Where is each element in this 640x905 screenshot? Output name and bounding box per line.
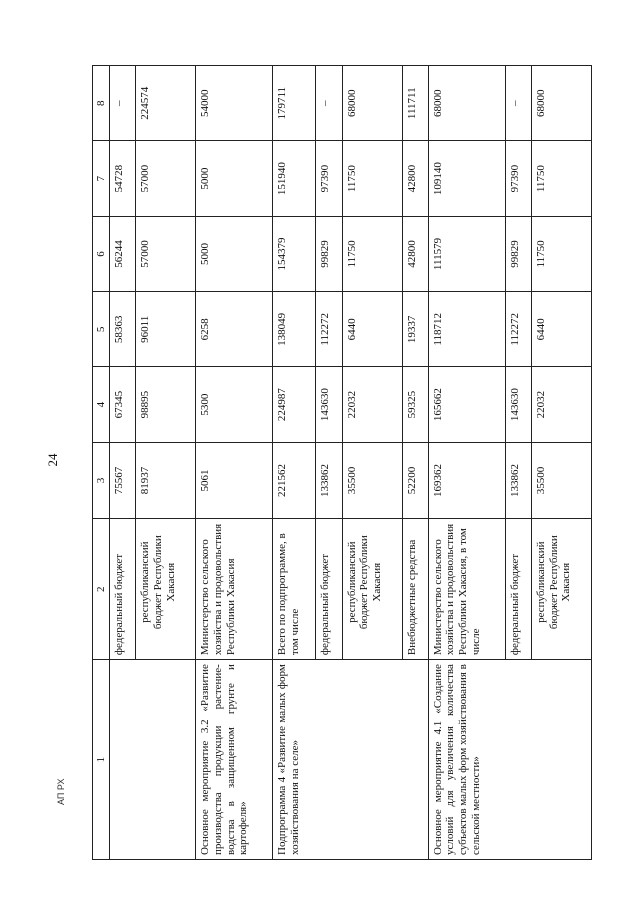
amount-cell: 68000 — [428, 66, 505, 141]
table-row — [428, 66, 505, 860]
amount-cell: 5000 — [196, 216, 273, 291]
funding-source-cell: республиканский бюджет Республики Хакасия — [342, 519, 402, 660]
amount-cell: 42800 — [402, 141, 428, 216]
amount-cell: 151940 — [273, 141, 316, 216]
program-activity-cell: Подпрограмма 4 «Развитие малых форм хозяйствования на селе» — [273, 660, 429, 860]
amount-cell: 57000 — [136, 141, 196, 216]
amount-cell: 118712 — [428, 292, 505, 367]
table-row — [273, 66, 316, 860]
amount-cell: 42800 — [402, 216, 428, 291]
amount-cell: 165662 — [428, 367, 505, 442]
amount-cell: 56244 — [110, 216, 136, 291]
program-activity-cell: Основное мероприятие 4.1 «Создание условий для увеличения количества субъектов малых форм хозяйствования в сельской местности» — [428, 660, 591, 860]
amount-cell: 112272 — [505, 292, 531, 367]
amount-cell: 98895 — [136, 367, 196, 442]
column-number-header: 3 — [93, 442, 110, 518]
amount-cell: 59325 — [402, 367, 428, 442]
amount-cell: 68000 — [531, 66, 591, 141]
column-number-header: 8 — [93, 66, 110, 141]
funding-source-cell: Внебюджетные средства — [402, 519, 428, 660]
amount-cell: 224574 — [136, 66, 196, 141]
amount-cell: 58363 — [110, 292, 136, 367]
program-activity-cell — [110, 660, 196, 860]
archive-stamp: АП РХ — [56, 778, 66, 805]
amount-cell: 11750 — [531, 141, 591, 216]
funding-source-cell: Министерство сельского хозяйства и продовольствия Республики Хакасия — [196, 519, 273, 660]
amount-cell: 97390 — [316, 141, 342, 216]
page-number: 24 — [45, 453, 60, 467]
amount-cell: 6440 — [531, 292, 591, 367]
amount-cell: 5300 — [196, 367, 273, 442]
amount-cell: 224987 — [273, 367, 316, 442]
budget-table-body — [93, 66, 592, 860]
amount-cell: 112272 — [316, 292, 342, 367]
column-number-header: 1 — [93, 660, 110, 860]
funding-source-cell: Министерство сельского хозяйства и продовольствия Республики Хакасия, в том числе — [428, 519, 505, 660]
amount-cell: 5000 — [196, 141, 273, 216]
amount-cell: 54000 — [196, 66, 273, 141]
amount-cell: 97390 — [505, 141, 531, 216]
amount-cell: 68000 — [342, 66, 402, 141]
amount-cell: 221562 — [273, 442, 316, 518]
table-header-row — [93, 66, 110, 860]
amount-cell: 99829 — [316, 216, 342, 291]
column-number-header: 4 — [93, 367, 110, 442]
funding-source-cell: Всего по подпрограмме, в том числе — [273, 519, 316, 660]
funding-source-cell: федеральный бюджет — [505, 519, 531, 660]
amount-cell: 138049 — [273, 292, 316, 367]
amount-cell: 35500 — [342, 442, 402, 518]
budget-table — [92, 65, 592, 860]
amount-cell: 133862 — [316, 442, 342, 518]
rotated-table-frame — [92, 65, 592, 860]
column-number-header: 7 — [93, 141, 110, 216]
amount-cell: – — [505, 66, 531, 141]
amount-cell: 6440 — [342, 292, 402, 367]
amount-cell: – — [110, 66, 136, 141]
table-row — [110, 66, 136, 860]
funding-source-cell: федеральный бюджет — [110, 519, 136, 660]
funding-source-cell: республиканский бюджет Республики Хакасия — [531, 519, 591, 660]
amount-cell: 57000 — [136, 216, 196, 291]
amount-cell: 96011 — [136, 292, 196, 367]
amount-cell: 179711 — [273, 66, 316, 141]
budget-table-container — [92, 65, 592, 860]
amount-cell: 143630 — [505, 367, 531, 442]
column-number-header: 6 — [93, 216, 110, 291]
amount-cell: 169362 — [428, 442, 505, 518]
amount-cell: 81937 — [136, 442, 196, 518]
amount-cell: 99829 — [505, 216, 531, 291]
amount-cell: 154379 — [273, 216, 316, 291]
funding-source-cell: республиканский бюджет Республики Хакасия — [136, 519, 196, 660]
amount-cell: 19337 — [402, 292, 428, 367]
column-number-header: 2 — [93, 519, 110, 660]
amount-cell: – — [316, 66, 342, 141]
amount-cell: 143630 — [316, 367, 342, 442]
amount-cell: 54728 — [110, 141, 136, 216]
amount-cell: 22032 — [342, 367, 402, 442]
funding-source-cell: федеральный бюджет — [316, 519, 342, 660]
table-row — [196, 66, 273, 860]
amount-cell: 11750 — [531, 216, 591, 291]
amount-cell: 5061 — [196, 442, 273, 518]
amount-cell: 111711 — [402, 66, 428, 141]
program-activity-cell: Основное мероприятие 3.2 «Развитие производства продукции растение-водства в защищенном грунте и картофеля» — [196, 660, 273, 860]
amount-cell: 35500 — [531, 442, 591, 518]
amount-cell: 75567 — [110, 442, 136, 518]
amount-cell: 6258 — [196, 292, 273, 367]
amount-cell: 11750 — [342, 216, 402, 291]
amount-cell: 52200 — [402, 442, 428, 518]
amount-cell: 109140 — [428, 141, 505, 216]
amount-cell: 133862 — [505, 442, 531, 518]
amount-cell: 111579 — [428, 216, 505, 291]
amount-cell: 11750 — [342, 141, 402, 216]
column-number-header: 5 — [93, 292, 110, 367]
amount-cell: 67345 — [110, 367, 136, 442]
amount-cell: 22032 — [531, 367, 591, 442]
